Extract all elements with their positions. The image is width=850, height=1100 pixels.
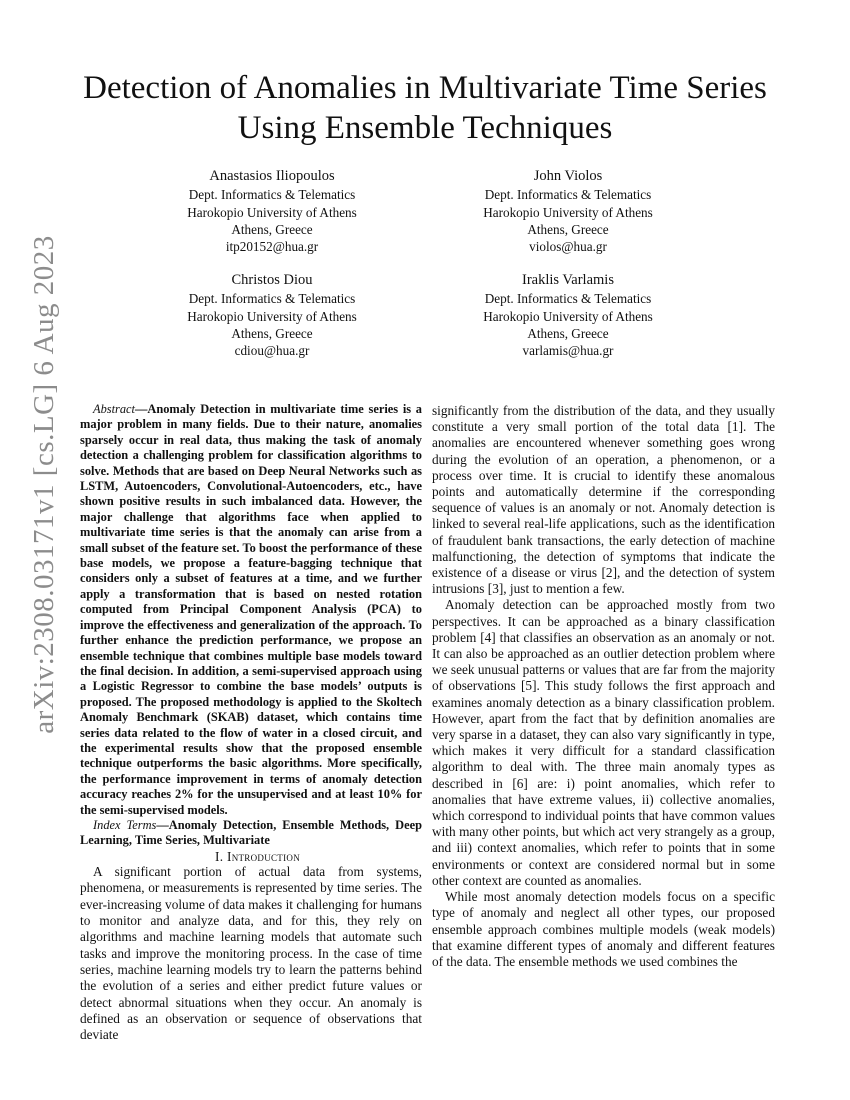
author-city: Athens, Greece <box>231 221 313 237</box>
right-column <box>432 403 775 970</box>
author-university: Harokopio University of Athens <box>483 308 653 324</box>
author-name: Anastasios Iliopoulos <box>209 168 335 184</box>
author-city: Athens, Greece <box>527 221 609 237</box>
author-block-3 <box>172 272 372 359</box>
author-city: Athens, Greece <box>231 325 313 341</box>
author-department: Dept. Informatics & Telematics <box>188 187 356 203</box>
author-email: varlamis@hua.gr <box>522 343 614 359</box>
body-paragraph: While most anomaly detection models focus on a specific type of anomaly and neglect all other types, our proposed ensemble approach combines multiple models (weak models) that examine different types of anomaly and different features of the data. The ensemble methods we used combines the <box>432 889 775 969</box>
index-terms <box>80 818 422 849</box>
author-email: cdiou@hua.gr <box>234 343 310 359</box>
abstract-label: Abstract <box>93 402 135 416</box>
author-name: Iraklis Varlamis <box>522 272 614 288</box>
author-block-1 <box>172 168 372 255</box>
author-university: Harokopio University of Athens <box>187 308 357 324</box>
arxiv-identifier-text: arXiv:2308.03171v1 [cs.LG] 6 Aug 2023 <box>27 234 60 734</box>
left-column <box>80 402 422 1043</box>
index-terms-text: —Anomaly Detection, Ensemble Methods, Deep Learning, Time Series, Multivariate <box>80 817 422 848</box>
paper-title-line-2: Using Ensemble Techniques <box>237 110 613 146</box>
section-heading-introduction: I. Introduction <box>215 848 300 864</box>
author-block-4 <box>468 272 668 359</box>
paper-title <box>50 68 800 148</box>
intro-paragraph: A significant portion of actual data from systems, phenomena, or measurements is represented by time series. The ever-increasing volume of data makes it challenging for humans to monitor and analyze data, and for this, they rely on algorithms and machine learning models that automate such tasks and improve the monitoring process. In the case of time series, machine learning models try to learn the patterns behind the evolution of a series and either predict future values or detect abnormal situations when they occur. An anomaly is defined as an observation or sequence of observations that deviate <box>80 864 422 1043</box>
author-name: John Violos <box>533 168 603 184</box>
body-paragraph: Anomaly detection can be approached mostly from two perspectives. It can be approached as a binary classification problem [4] that classifies an observation as an anomaly or not. It can also be approached as an outlier detection problem where we seek unusual patterns or values that are far from the majority of observations [5]. This study follows the first approach and examines anomaly detection as a binary classification problem. However, apart from the fact that by definition anomalies are very sparse in a dataset, they can also vary significantly in type, which makes it very difficult for a standard classification algorithm to deal with. The three main anomaly types as described in [6] are: i) point anomalies, which refer to anomalies that have extreme values, ii) collective anomalies, which correspond to individual points that have common values with many other points, but which act very strangely as a group, and iii) context anomalies, which refer to points that in some environments or context are considered normal but in some other context are counted as anomalies. <box>432 597 775 888</box>
author-department: Dept. Informatics & Telematics <box>188 291 356 307</box>
author-block-2 <box>468 168 668 255</box>
index-terms-label: Index Terms <box>93 817 157 832</box>
author-name: Christos Diou <box>231 272 313 288</box>
author-email: violos@hua.gr <box>529 239 607 255</box>
arxiv-identifier-stamp <box>24 234 64 734</box>
author-university: Harokopio University of Athens <box>483 204 653 220</box>
body-paragraph: significantly from the distribution of the data, and they usually constitute a very small portion of the total data [1]. The anomalies are encountered whenever something goes wrong during the evolution of an operation, a phenomenon, or a process over time. It is crucial to identify these anomalous points and automatically determine if the corresponding sequence of values is an anomaly or not. Anomaly detection is linked to several real-life applications, such as the identification of fraudulent bank transactions, the early detection of machine malfunctioning, the detection of symptoms that indicate the existence of a disease or virus [2], and the detection of system intrusions [3], just to mention a few. <box>432 403 775 597</box>
abstract-text: —Anomaly Detection in multivariate time series is a major problem in many fields. Due to their nature, anomalies sparsely occur in real data, thus making the task of anomaly detection a challenging problem for classification algorithms to solve. Methods that are based on Deep Neural Networks such as LSTM, Autoencoders, Convolutional-Autoencoders, etc., have shown positive results in such imbalanced data. However, the major challenge that algorithms face when applied to multivariate time series is that the anomaly can arise from a small subset of the feature set. To boost the performance of these base models, we propose a feature-bagging technique that considers only a subset of features at a time, and we further apply a transformation that is based on nested rotation computed from Principal Component Analysis (PCA) to improve the effectiveness and generalization of the approach. To further enhance the prediction performance, we propose an ensemble technique that combines multiple base models toward the final decision. In addition, a semi-supervised approach using a Logistic Regressor to combine the base models’ outputs is proposed. The proposed methodology is applied to the Skoltech Anomaly Benchmark (SKAB) dataset, which contains time series data related to the flow of water in a closed circuit, and the experimental results show that the proposed ensemble technique outperforms the basic algorithms. More specifically, the performance improvement in terms of anomaly detection accuracy reaches 2% for the unsupervised and at least 10% for the semi-supervised models. <box>80 402 422 817</box>
paper-title-line-1: Detection of Anomalies in Multivariate Time Series <box>83 70 767 106</box>
author-email: itp20152@hua.gr <box>225 239 319 255</box>
author-university: Harokopio University of Athens <box>187 204 357 220</box>
author-department: Dept. Informatics & Telematics <box>484 291 652 307</box>
author-city: Athens, Greece <box>527 325 609 341</box>
author-department: Dept. Informatics & Telematics <box>484 187 652 203</box>
abstract <box>80 402 422 818</box>
